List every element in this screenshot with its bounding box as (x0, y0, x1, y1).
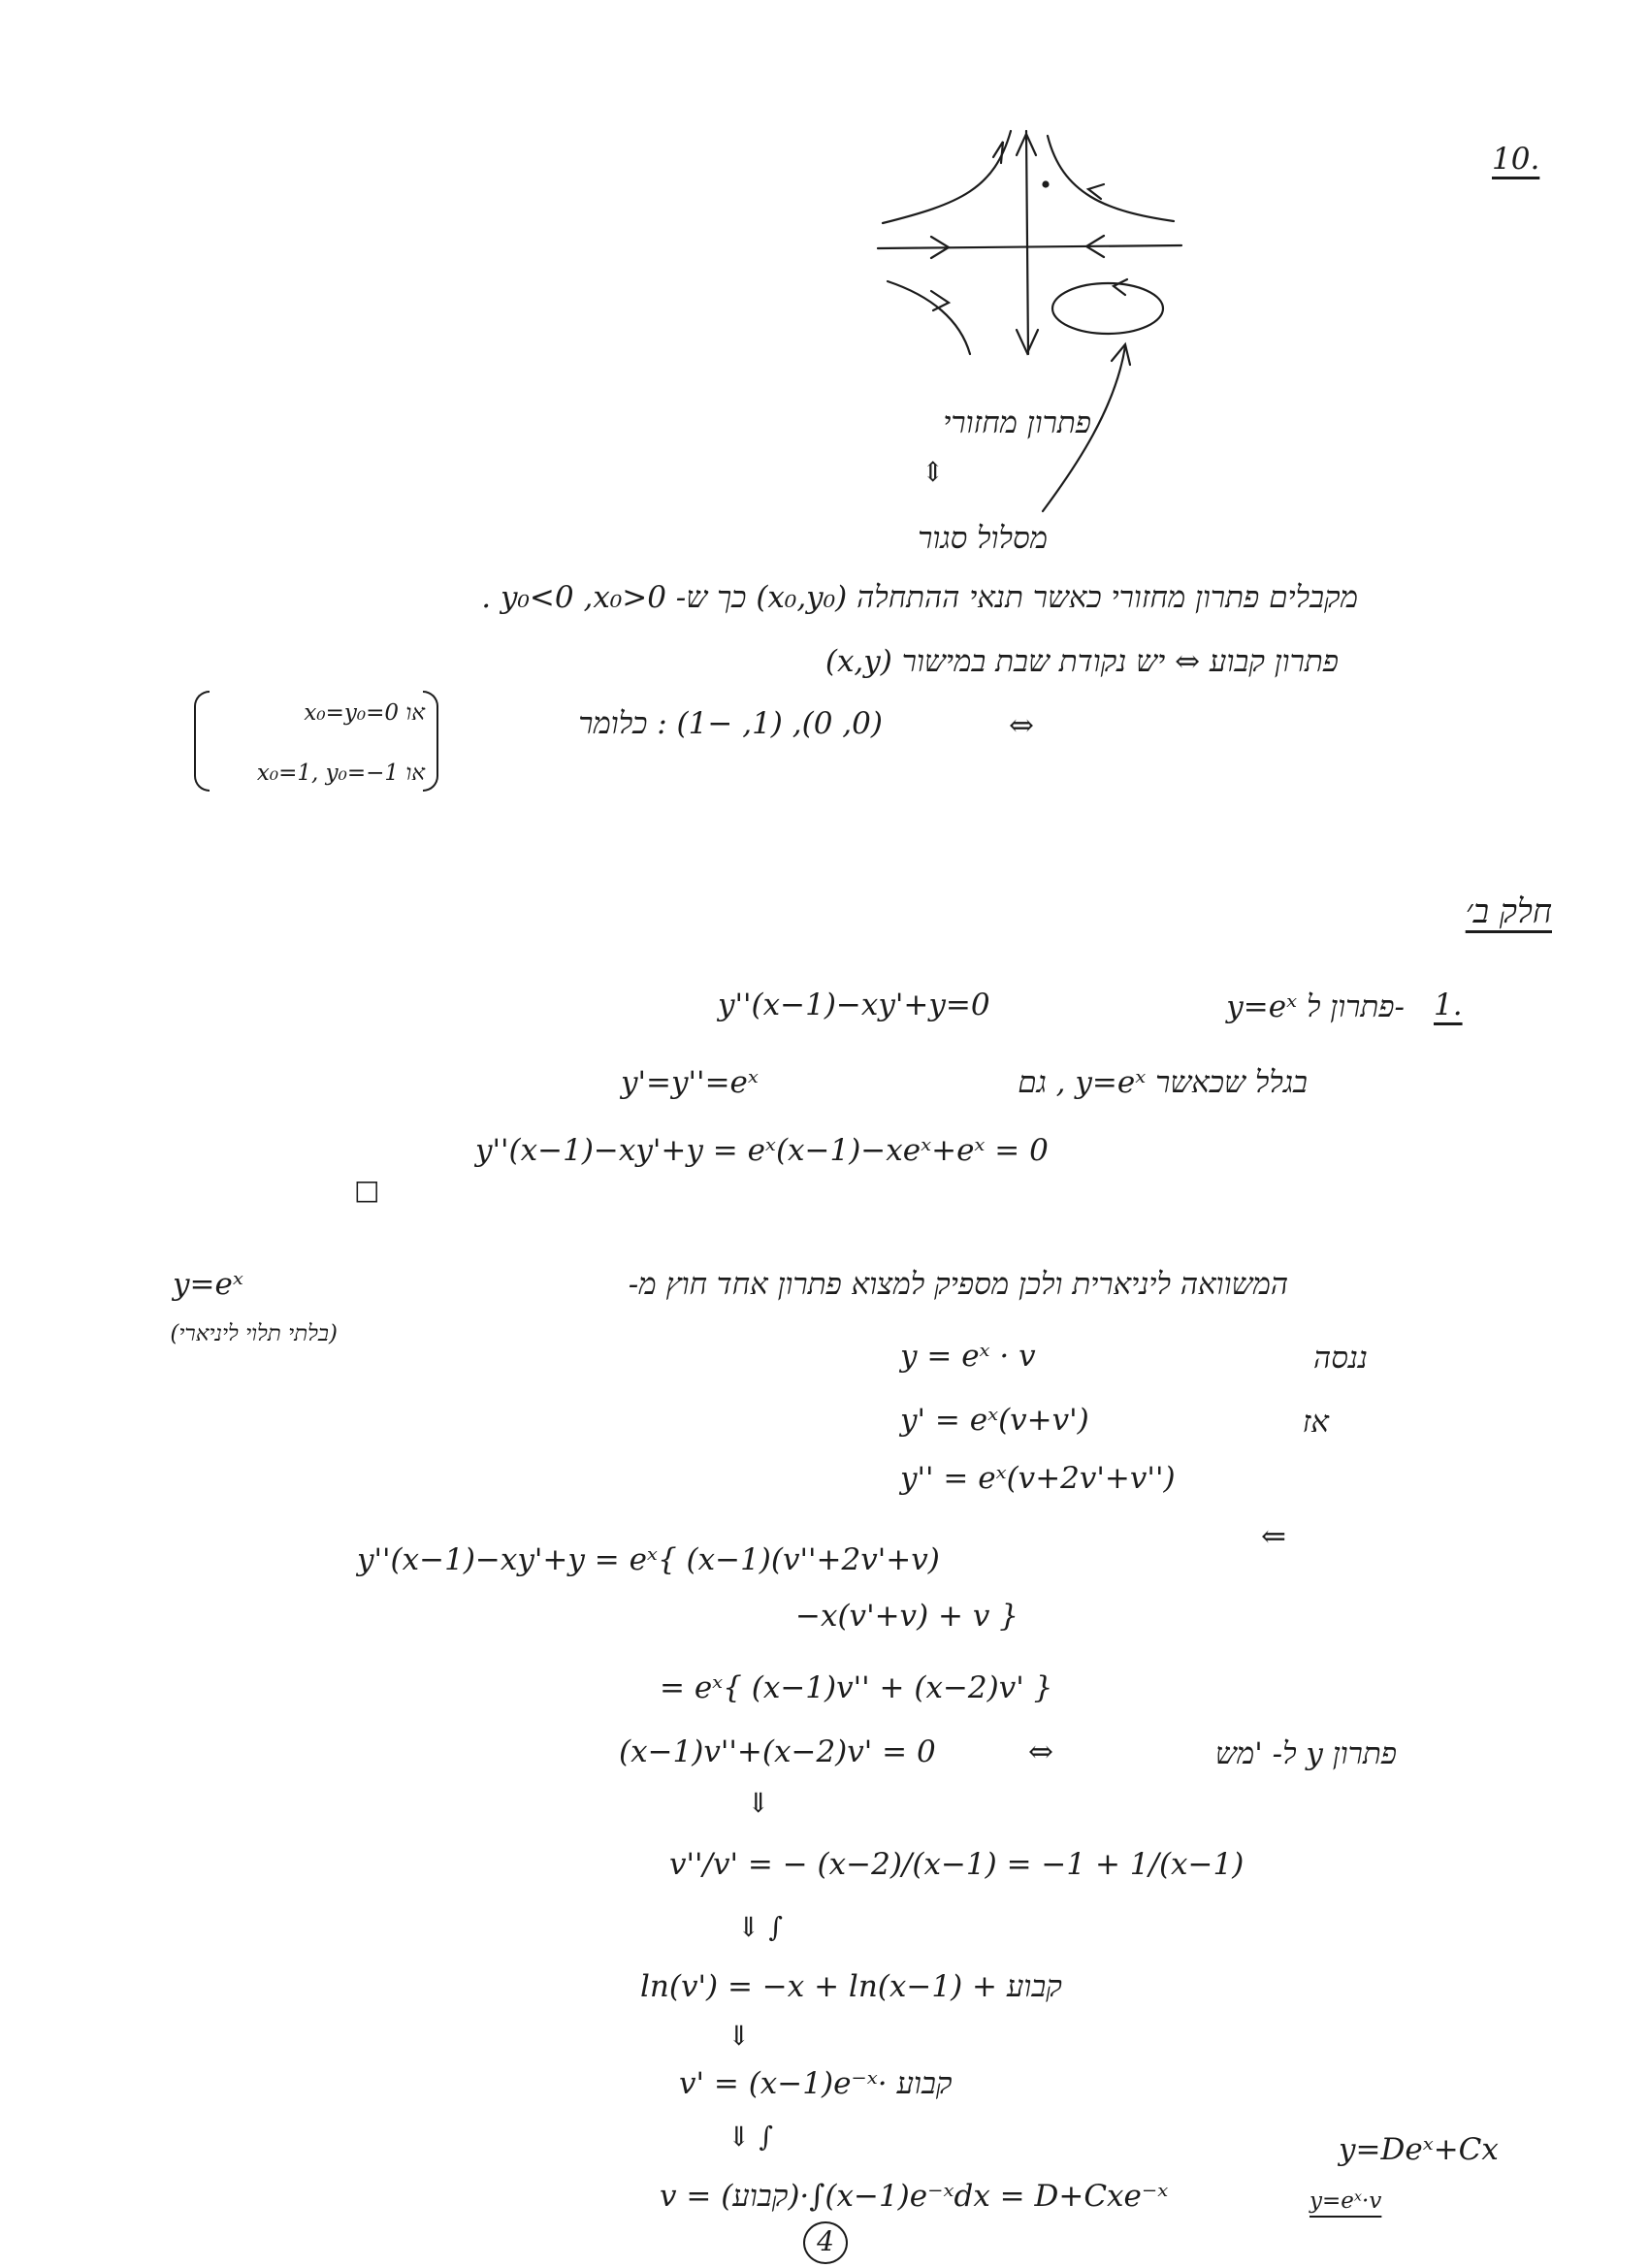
arrow-lower-left (931, 291, 949, 310)
verification-equation: y''(x−1)−xy'+y = eˣ(x−1)−xeˣ+eˣ = 0 (475, 1133, 1049, 1168)
then-label: אז (1302, 1405, 1329, 1440)
reduced-equation: (x−1)v''+(x−2)v' = 0 (619, 1734, 936, 1769)
periodic-condition-line: מקבלים פתרון מחזורי כאשר תנאי ההתחלה (x₀,y₀) כך ש- y₀<0 ,x₀>0 . (481, 580, 1358, 615)
equivalence-arrow-vertical: ⇕ (922, 456, 945, 488)
sketch-dot (1044, 182, 1049, 187)
part-b-heading: חלק ב׳ (1465, 892, 1552, 931)
qed-symbol: □ (354, 1174, 380, 1206)
closed-orbit-label: מסלול סגור (918, 521, 1048, 556)
fixed-point-case-1: x₀=y₀=0 או (304, 700, 425, 726)
log-equation: ln(v') = −x + ln(x−1) + קבוע (640, 1969, 1062, 2004)
cases-brace-right (423, 691, 438, 792)
linear-equation-text: המשוואה ליניארית ולכן מספיק למצוא פתרון אחד חוץ מ- (628, 1267, 1288, 1302)
final-substitution: y=eˣ·v (1310, 2188, 1382, 2214)
try-label: ננסה (1313, 1341, 1368, 1376)
pointer-arrowhead (1112, 344, 1130, 365)
fixed-points-line: (0, 0), (1, −1) : כלומר (578, 706, 883, 741)
problem-statement-equation: y''(x−1)−xy'+y=0 (718, 988, 990, 1022)
problem-statement-text: y=eˣ פתרון ל- (1226, 989, 1405, 1024)
final-solution: y=Deˣ+Cx (1339, 2132, 1499, 2167)
ratio-equation: v''/v' = − (x−2)/(x−1) = −1 + 1/(x−1) (669, 1847, 1245, 1882)
trajectory-upper-right (1048, 136, 1174, 221)
reduced-equivalence: ⇔ (1028, 1734, 1053, 1769)
integrate-arrow-1: ⇓ ∫ (737, 1911, 783, 1943)
because-equation: y'=y''=eˣ (621, 1065, 759, 1100)
vprime-equation: v' = (x−1)e⁻ˣ· קבוע (679, 2066, 953, 2101)
first-derivative: y' = eˣ(v+v') (900, 1403, 1089, 1438)
equivalence-symbol: ⇔ (1009, 708, 1034, 743)
closed-orbit-ellipse (1052, 283, 1163, 334)
substitution-line-1: y''(x−1)−xy'+y = eˣ{ (x−1)(v''+2v'+v) (357, 1542, 940, 1577)
second-derivative: y'' = eˣ(v+2v'+v'') (900, 1461, 1176, 1496)
v-equation: v = (קבוע)·∫(x−1)e⁻ˣdx = D+Cxe⁻ˣ (660, 2179, 1169, 2214)
trajectory-upper-left (883, 131, 1011, 223)
cases-brace-left (194, 691, 210, 792)
periodic-solution-label: פתרון מחזורי (943, 405, 1091, 440)
substitution-line-2: −x(v'+v) + v } (795, 1599, 1018, 1634)
orbit-arrow (1114, 279, 1127, 295)
solution-condition-text: פתרון y ל- 'מש (1214, 1736, 1397, 1771)
down-arrow-1: ⇓ (747, 1787, 770, 1819)
y-axis-line (1026, 131, 1028, 354)
because-text: בגלל שכאשר y=eˣ , גם (1018, 1065, 1308, 1100)
linearly-independent-note: (בלתי תלוי ליניארי) (170, 1321, 338, 1346)
footer-page-number: 4 (803, 2221, 848, 2264)
try-equation: y = eˣ · v (900, 1339, 1036, 1374)
linear-equation-solution: y=eˣ (173, 1267, 243, 1302)
integrate-arrow-2: ⇓ ∫ (728, 2121, 773, 2153)
implies-arrow: ⇐ (1261, 1519, 1286, 1554)
down-arrow-2: ⇓ (728, 2020, 751, 2052)
substitution-line-3: = eˣ{ (x−1)v'' + (x−2)v' } (660, 1670, 1053, 1705)
problem-number: 1. (1434, 988, 1463, 1022)
constant-solution-line: פתרון קבוע ⇔ יש נקודת שבת במישור (x,y) (824, 644, 1339, 679)
fixed-point-case-2: x₀=1, y₀=−1 או (256, 761, 425, 786)
x-axis-line (878, 245, 1181, 248)
page-number: 10. (1492, 142, 1540, 177)
trajectory-lower-left (888, 281, 970, 354)
